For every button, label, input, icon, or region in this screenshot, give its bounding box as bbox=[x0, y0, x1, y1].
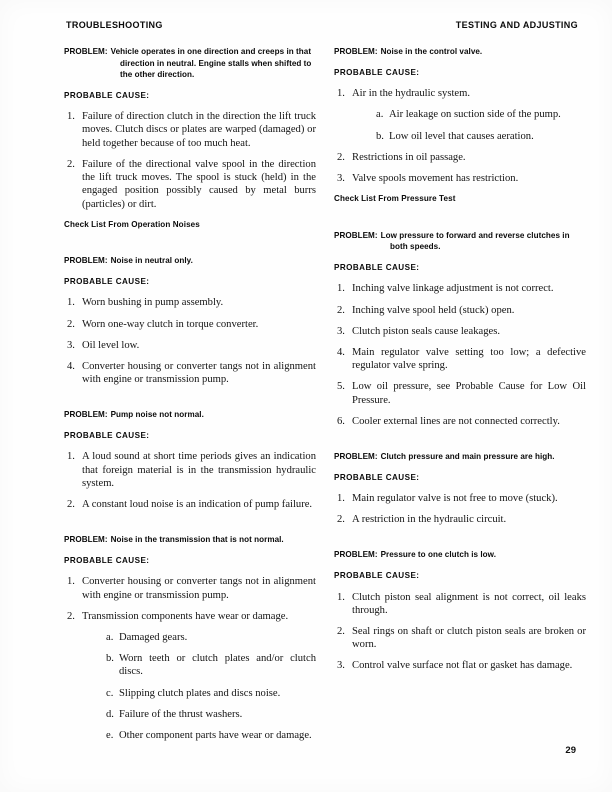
list-marker: 2. bbox=[337, 151, 345, 163]
sub-list-item bbox=[106, 687, 316, 700]
checklist-heading-operation-noises: Check List From Operation Noises bbox=[64, 219, 200, 229]
problem-block-transmission-noise bbox=[64, 534, 316, 742]
cause-list bbox=[334, 282, 586, 428]
list-marker: 5. bbox=[337, 381, 345, 393]
sub-list-item bbox=[376, 130, 586, 143]
list-item-text: Main regulator valve setting too low; a defective regulator valve spring. bbox=[352, 346, 586, 372]
list-item-text: Control valve surface not flat or gasket has damage. bbox=[352, 660, 573, 672]
problem-block-pump-noise bbox=[64, 409, 316, 511]
sub-list-item-text: Damaged gears. bbox=[119, 631, 188, 643]
list-item bbox=[64, 498, 316, 511]
list-marker: 1. bbox=[67, 451, 75, 463]
list-marker: 4. bbox=[337, 346, 345, 358]
problem-label: PROBLEM: bbox=[64, 410, 108, 420]
problem-heading bbox=[64, 534, 316, 546]
list-item-text: Worn one-way clutch in torque converter. bbox=[82, 318, 259, 330]
cause-list bbox=[334, 591, 586, 673]
list-marker: 4. bbox=[67, 360, 75, 372]
sub-list-marker: d. bbox=[106, 708, 114, 720]
list-item-text: Inching valve spool held (stuck) open. bbox=[352, 304, 515, 316]
problem-block-vehicle-creeps bbox=[64, 46, 316, 211]
sub-list-marker: a. bbox=[106, 631, 114, 643]
list-marker: 2. bbox=[337, 304, 345, 316]
probable-cause-heading: PROBABLE CAUSE: bbox=[334, 262, 420, 272]
sub-list-marker: c. bbox=[106, 687, 114, 699]
list-marker: 2. bbox=[67, 610, 75, 622]
problem-heading bbox=[64, 46, 316, 81]
list-marker: 1. bbox=[337, 591, 345, 603]
spacer bbox=[334, 428, 586, 451]
list-marker: 1. bbox=[337, 283, 345, 295]
problem-label: PROBLEM: bbox=[334, 230, 378, 240]
list-item-text: Air in the hydraulic system. bbox=[352, 88, 470, 100]
problem-block-control-valve-noise bbox=[334, 46, 586, 185]
probable-cause-heading: PROBABLE CAUSE: bbox=[64, 430, 150, 440]
list-marker: 1. bbox=[67, 576, 75, 588]
list-marker: 2. bbox=[337, 514, 345, 526]
list-marker: 6. bbox=[337, 415, 345, 427]
list-marker: 1. bbox=[67, 111, 75, 123]
list-item bbox=[334, 304, 586, 317]
sub-list-item bbox=[106, 729, 316, 742]
list-marker: 1. bbox=[67, 297, 75, 309]
sub-list-item-text: Worn teeth or clutch plates and/or clutch discs. bbox=[119, 653, 316, 678]
list-item bbox=[334, 591, 586, 617]
list-item-text: Oil level low. bbox=[82, 339, 140, 351]
spacer bbox=[64, 239, 316, 255]
list-item-text: Restrictions in oil passage. bbox=[352, 151, 466, 163]
problem-block-one-clutch-low bbox=[334, 549, 586, 672]
sub-list-marker: e. bbox=[106, 729, 114, 741]
list-marker: 1. bbox=[337, 493, 345, 505]
checklist-heading-pressure-test: Check List From Pressure Test bbox=[334, 194, 456, 204]
list-item bbox=[334, 625, 586, 651]
sub-list-item bbox=[106, 652, 316, 678]
list-marker: 1. bbox=[337, 88, 345, 100]
sub-list bbox=[106, 631, 316, 742]
list-marker: 2. bbox=[67, 318, 75, 330]
sub-list-marker: b. bbox=[106, 653, 114, 665]
list-item bbox=[64, 296, 316, 309]
problem-block-high-pressure bbox=[334, 451, 586, 527]
list-item bbox=[64, 110, 316, 150]
problem-label: PROBLEM: bbox=[334, 47, 378, 56]
list-item bbox=[334, 659, 586, 672]
list-marker: 2. bbox=[67, 499, 75, 511]
list-item-text: Failure of direction clutch in the direction the lift truck moves. Clutch discs or plates are warped (damaged) or held together because of too much heat. bbox=[82, 111, 316, 149]
list-marker: 3. bbox=[337, 325, 345, 337]
sublist-wrapper bbox=[106, 631, 316, 742]
cause-list bbox=[64, 296, 316, 386]
list-item-text: Clutch piston seals cause leakages. bbox=[352, 325, 500, 337]
list-item-text: A constant loud noise is an indication of pump failure. bbox=[82, 499, 313, 511]
sub-list-marker: a. bbox=[376, 109, 384, 121]
problem-heading bbox=[64, 409, 316, 421]
spacer bbox=[64, 211, 316, 219]
list-item-text: Transmission components have wear or damage. bbox=[82, 610, 289, 622]
sub-list-item-text: Low oil level that causes aeration. bbox=[389, 130, 534, 142]
problem-heading bbox=[334, 230, 586, 253]
list-item bbox=[64, 360, 316, 386]
spacer bbox=[334, 214, 586, 230]
list-marker: 2. bbox=[67, 158, 75, 170]
spacer bbox=[334, 526, 586, 549]
spacer bbox=[64, 386, 316, 409]
list-item bbox=[64, 575, 316, 601]
list-item-text: Cooler external lines are not connected correctly. bbox=[352, 415, 560, 427]
problem-text: Vehicle operates in one direction and creeps in that direction in neutral. Engine stalls when shifted to the other direction. bbox=[110, 47, 312, 80]
problem-label: PROBLEM: bbox=[64, 535, 108, 545]
problem-text: Noise in the transmission that is not normal. bbox=[110, 535, 284, 545]
sub-list bbox=[376, 108, 586, 142]
list-item bbox=[64, 158, 316, 211]
probable-cause-heading: PROBABLE CAUSE: bbox=[334, 472, 420, 482]
list-item bbox=[334, 415, 586, 428]
list-item-text: Converter housing or converter tangs not in alignment with engine or transmission pump. bbox=[82, 576, 316, 601]
problem-text: Low pressure to forward and reverse clutches in both speeds. bbox=[380, 230, 570, 252]
problem-label: PROBLEM: bbox=[334, 451, 378, 461]
problem-text: Noise in the control valve. bbox=[380, 47, 483, 56]
list-marker: 3. bbox=[337, 660, 345, 672]
list-item-text: Valve spools movement has restriction. bbox=[352, 172, 519, 184]
list-item-text: Low oil pressure, see Probable Cause for Low Oil Pressure. bbox=[352, 381, 586, 406]
sub-list-item-text: Air leakage on suction side of the pump. bbox=[389, 109, 561, 121]
problem-heading bbox=[64, 255, 316, 267]
list-item-text: Inching valve linkage adjustment is not correct. bbox=[352, 283, 554, 295]
problem-label: PROBLEM: bbox=[64, 47, 108, 56]
probable-cause-heading: PROBABLE CAUSE: bbox=[334, 67, 420, 77]
probable-cause-heading: PROBABLE CAUSE: bbox=[64, 276, 150, 286]
list-item bbox=[64, 450, 316, 490]
problem-text: Pressure to one clutch is low. bbox=[380, 550, 497, 560]
sub-list-item bbox=[106, 631, 316, 644]
list-item bbox=[334, 172, 586, 185]
list-item bbox=[64, 339, 316, 352]
sub-list-item bbox=[106, 708, 316, 721]
cause-list bbox=[64, 575, 316, 742]
list-item bbox=[64, 610, 316, 742]
probable-cause-heading: PROBABLE CAUSE: bbox=[334, 571, 420, 581]
problem-heading bbox=[334, 46, 586, 58]
problem-text: Noise in neutral only. bbox=[110, 256, 193, 266]
problem-heading bbox=[334, 451, 586, 463]
list-item bbox=[334, 513, 586, 526]
running-head-right: TESTING AND ADJUSTING bbox=[455, 20, 578, 30]
sub-list-item-text: Failure of the thrust washers. bbox=[119, 708, 243, 720]
running-head-left: TROUBLESHOOTING bbox=[66, 20, 163, 30]
list-item bbox=[334, 151, 586, 164]
spacer bbox=[64, 511, 316, 534]
cause-list bbox=[334, 492, 586, 526]
list-item-text: Seal rings on shaft or clutch piston seals are broken or worn. bbox=[352, 625, 586, 651]
problem-heading bbox=[334, 549, 586, 561]
probable-cause-heading: PROBABLE CAUSE: bbox=[64, 90, 150, 100]
list-item bbox=[64, 318, 316, 331]
problem-text: Pump noise not normal. bbox=[110, 410, 204, 420]
sub-list-marker: b. bbox=[376, 130, 384, 142]
column-left bbox=[64, 46, 316, 742]
spacer bbox=[334, 185, 586, 193]
problem-label: PROBLEM: bbox=[64, 256, 108, 266]
cause-list bbox=[64, 450, 316, 511]
column-right bbox=[334, 46, 586, 673]
sub-list-item-text: Other component parts have wear or damage. bbox=[119, 729, 312, 741]
cause-list bbox=[64, 110, 316, 210]
list-item bbox=[334, 325, 586, 338]
list-item-text: A restriction in the hydraulic circuit. bbox=[352, 514, 507, 526]
list-item bbox=[334, 380, 586, 406]
sublist-wrapper bbox=[376, 108, 586, 142]
list-marker: 2. bbox=[337, 625, 345, 637]
page-number: 29 bbox=[565, 745, 576, 756]
problem-block-noise-neutral bbox=[64, 255, 316, 386]
list-item bbox=[334, 492, 586, 505]
cause-list bbox=[334, 87, 586, 185]
list-item-text: Clutch piston seal alignment is not correct, oil leaks through. bbox=[352, 591, 586, 616]
problem-block-low-pressure-clutches bbox=[334, 230, 586, 428]
list-marker: 3. bbox=[67, 339, 75, 351]
list-item-text: Main regulator valve is not free to move (stuck). bbox=[352, 493, 558, 505]
list-item bbox=[334, 282, 586, 295]
problem-label: PROBLEM: bbox=[334, 550, 378, 560]
sub-list-item-text: Slipping clutch plates and discs noise. bbox=[119, 687, 281, 699]
list-marker: 3. bbox=[337, 172, 345, 184]
problem-text: Clutch pressure and main pressure are high. bbox=[380, 451, 555, 461]
list-item-text: Worn bushing in pump assembly. bbox=[82, 297, 224, 309]
list-item bbox=[334, 87, 586, 143]
list-item-text: Failure of the directional valve spool in the direction the lift truck moves. The spool is stuck (held) in the engaged position possibly caused by metal burrs (particles) or dirt. bbox=[82, 158, 316, 210]
list-item-text: Converter housing or converter tangs not in alignment with engine or transmission pump. bbox=[82, 360, 316, 386]
sub-list-item bbox=[376, 108, 586, 121]
list-item bbox=[334, 346, 586, 372]
probable-cause-heading: PROBABLE CAUSE: bbox=[64, 555, 150, 565]
list-item-text: A loud sound at short time periods gives an indication that foreign material is in the transmission hydraulic system. bbox=[82, 451, 316, 489]
